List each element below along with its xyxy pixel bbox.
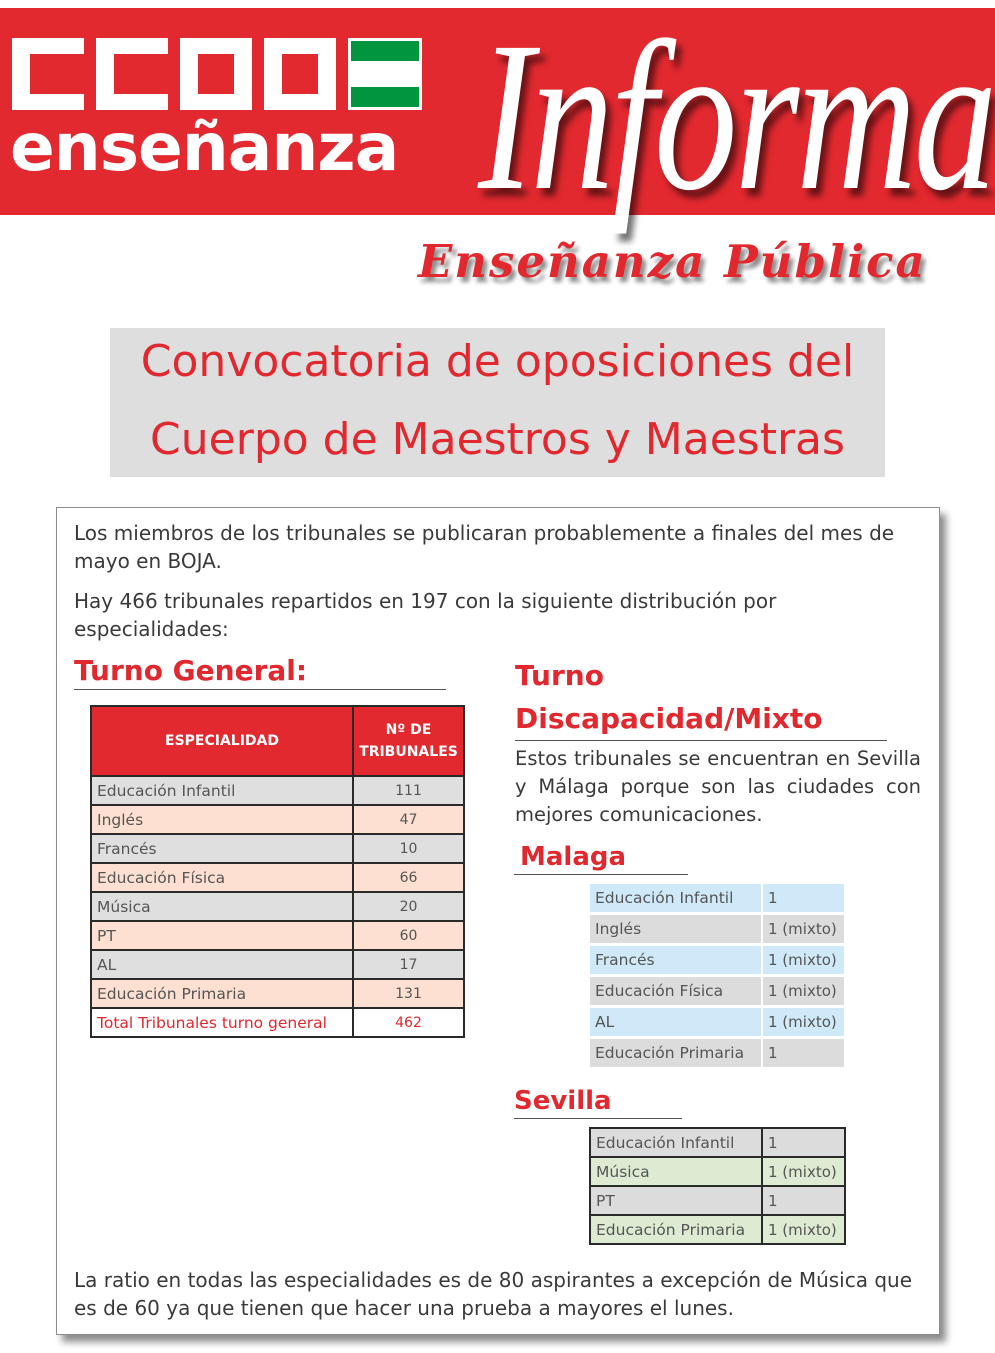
sevilla-table [589,1127,846,1245]
tribunales-cell: 131 [353,979,464,1008]
table-row [91,979,464,1008]
table-row [590,884,845,914]
table-row [91,776,464,805]
valor-cell: 1 (mixto) [762,1215,845,1244]
especialidad-cell: Francés [91,834,353,863]
valor-cell: 1 (mixto) [762,1007,845,1038]
table-header-row [91,706,464,776]
especialidad-cell: Inglés [590,914,762,945]
malaga-heading: Malaga [514,840,688,875]
especialidad-cell: Música [590,1157,762,1186]
malaga-table [590,884,846,1070]
table-row [590,914,845,945]
valor-cell: 1 (mixto) [762,976,845,1007]
masthead-subtitle: Enseñanza Pública [418,235,927,288]
especialidad-cell: Educación Infantil [590,1128,762,1157]
especialidad-cell: Francés [590,945,762,976]
tribunales-cell: 111 [353,776,464,805]
especialidad-cell: Música [91,892,353,921]
table-total-row [91,1008,464,1037]
turno-discapacidad-description: Estos tribunales se encuentran en Sevilla y Málaga porque son las ciudades con mejores comunicaciones. [515,747,921,826]
total-value-cell: 462 [353,1008,464,1037]
table-row [91,805,464,834]
especialidad-cell: PT [590,1186,762,1215]
valor-cell: 1 [762,884,845,914]
table-row [590,1038,845,1069]
table-row [91,834,464,863]
valor-cell: 1 (mixto) [762,914,845,945]
especialidad-cell: Educación Física [91,863,353,892]
ccoo-logo [12,38,422,110]
turno-discapacidad-heading-line-2: Discapacidad/Mixto [515,702,823,735]
valor-cell: 1 [762,1128,845,1157]
especialidad-cell: Educación Primaria [590,1215,762,1244]
especialidad-cell: Educación Infantil [91,776,353,805]
masthead-title: Informa [478,0,995,235]
valor-cell: 1 [762,1186,845,1215]
table-row [91,892,464,921]
turno-general-table [90,705,465,1038]
valor-cell: 1 (mixto) [762,945,845,976]
valor-cell: 1 [762,1038,845,1069]
column-header-tribunales: Nº DE TRIBUNALES [353,706,464,776]
table-row [91,950,464,979]
intro-paragraph-1: Los miembros de los tribunales se publicaran probablemente a finales del mes de mayo en BOJA. [74,521,895,573]
tribunales-cell: 20 [353,892,464,921]
table-row [590,1186,845,1215]
tribunales-cell: 60 [353,921,464,950]
document-title-line-2: Cuerpo de Maestros y Maestras [150,414,845,465]
especialidad-cell: Inglés [91,805,353,834]
logo-wordmark: enseñanza [10,109,399,186]
valor-cell: 1 (mixto) [762,1157,845,1186]
tribunales-cell: 10 [353,834,464,863]
document-title-box [110,328,885,477]
especialidad-cell: Educación Primaria [590,1038,762,1069]
table-row [590,945,845,976]
table-row [590,1215,845,1244]
especialidad-cell: PT [91,921,353,950]
tribunales-cell: 47 [353,805,464,834]
especialidad-cell: Educación Física [590,976,762,1007]
especialidad-cell: Educación Primaria [91,979,353,1008]
table-row [590,976,845,1007]
tribunales-cell: 66 [353,863,464,892]
table-row [91,863,464,892]
especialidad-cell: AL [590,1007,762,1038]
column-header-especialidad: ESPECIALIDAD [91,706,353,776]
document-title-line-1: Convocatoria de oposiciones del [140,336,855,387]
total-label-cell: Total Tribunales turno general [91,1008,353,1037]
turno-discapacidad-heading [515,654,887,741]
intro-paragraph-2: Hay 466 tribunales repartidos en 197 con la siguiente distribución por especialidades: [74,589,777,641]
sevilla-heading: Sevilla [514,1084,682,1119]
table-row [590,1157,845,1186]
content-box [56,507,940,1335]
footer-note: La ratio en todas las especialidades es de 80 aspirantes a excepción de Música que es de 60 ya que tienen que hacer una prueba a mayores el lunes. [74,1268,913,1320]
especialidad-cell: Educación Infantil [590,884,762,914]
turno-discapacidad-heading-line-1: Turno [515,659,604,692]
tribunales-cell: 17 [353,950,464,979]
table-row [590,1007,845,1038]
table-row [91,921,464,950]
turno-general-heading: Turno General: [74,654,446,690]
table-row [590,1128,845,1157]
especialidad-cell: AL [91,950,353,979]
